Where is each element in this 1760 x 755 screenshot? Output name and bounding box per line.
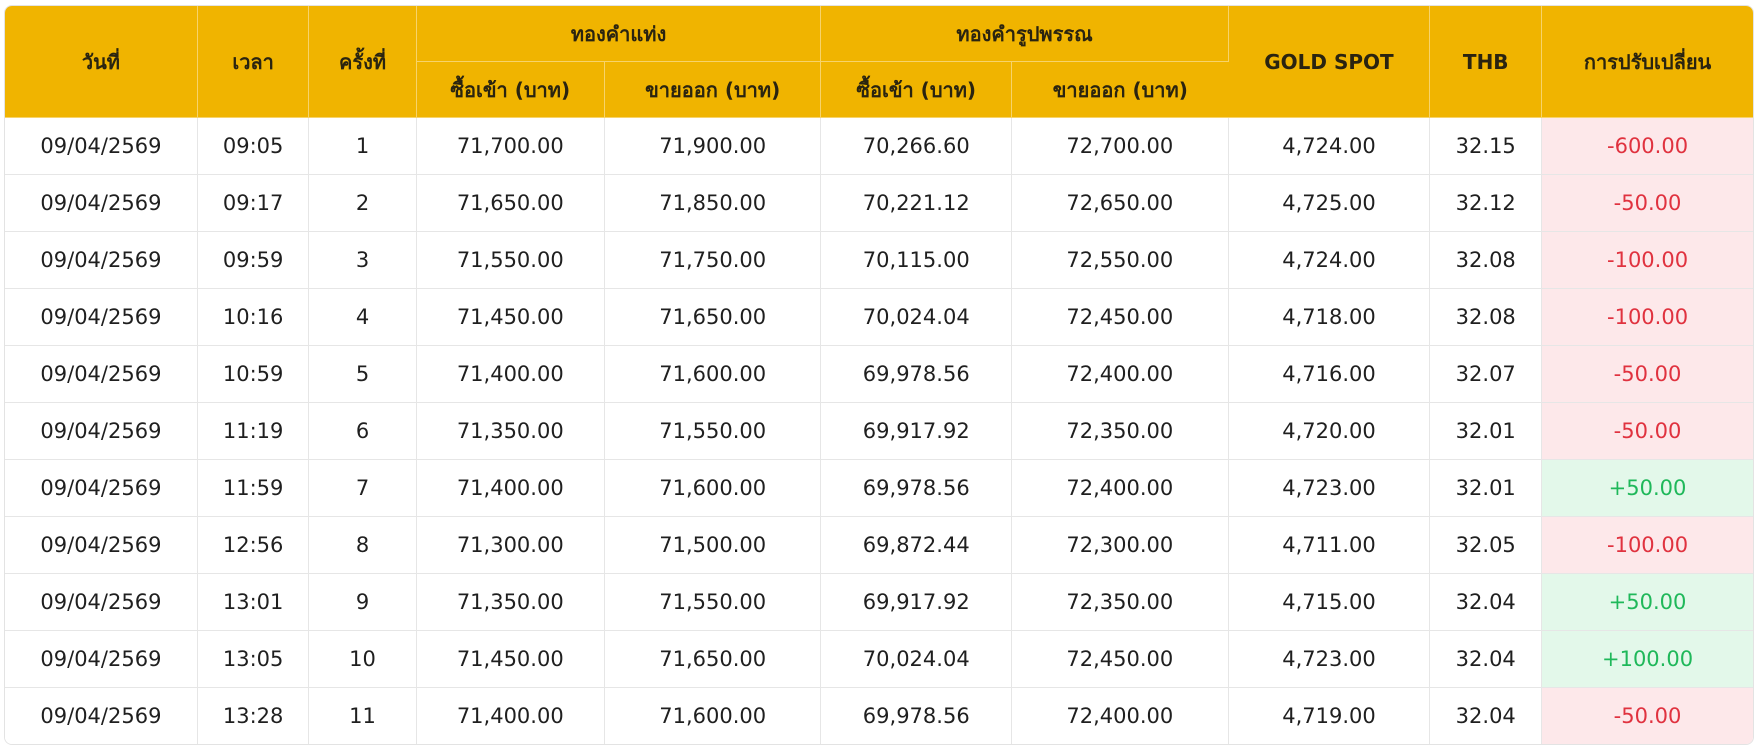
cell-thb: 32.01: [1430, 460, 1542, 517]
header-bar-gold: ทองคำแท่ง: [417, 6, 822, 62]
cell-bar-sell: 71,600.00: [605, 346, 822, 403]
cell-ornament-sell: 72,300.00: [1012, 517, 1229, 574]
cell-ornament-buy: 69,872.44: [821, 517, 1012, 574]
cell-thb: 32.01: [1430, 403, 1542, 460]
cell-round: 1: [309, 118, 416, 175]
cell-bar-buy: 71,700.00: [417, 118, 605, 175]
cell-bar-sell: 71,900.00: [605, 118, 822, 175]
cell-date: 09/04/2569: [5, 460, 198, 517]
cell-ornament-buy: 70,266.60: [821, 118, 1012, 175]
cell-time: 13:28: [198, 688, 310, 744]
table-row: [5, 175, 1753, 232]
cell-gold-spot: 4,724.00: [1229, 232, 1431, 289]
header-thb: THB: [1430, 6, 1542, 118]
cell-change: -100.00: [1542, 517, 1753, 574]
cell-bar-sell: 71,650.00: [605, 631, 822, 688]
cell-change: -50.00: [1542, 346, 1753, 403]
cell-change: -100.00: [1542, 232, 1753, 289]
cell-ornament-sell: 72,450.00: [1012, 289, 1229, 346]
cell-date: 09/04/2569: [5, 118, 198, 175]
cell-date: 09/04/2569: [5, 403, 198, 460]
cell-thb: 32.04: [1430, 688, 1542, 744]
header-round: ครั้งที่: [309, 6, 416, 118]
cell-round: 10: [309, 631, 416, 688]
cell-change: +50.00: [1542, 574, 1753, 631]
cell-ornament-buy: 69,978.56: [821, 346, 1012, 403]
cell-time: 12:56: [198, 517, 310, 574]
table-header: [5, 6, 1753, 118]
cell-thb: 32.08: [1430, 232, 1542, 289]
cell-ornament-sell: 72,400.00: [1012, 460, 1229, 517]
cell-ornament-buy: 70,024.04: [821, 289, 1012, 346]
gold-price-history: [4, 5, 1754, 745]
cell-time: 09:17: [198, 175, 310, 232]
cell-ornament-buy: 70,115.00: [821, 232, 1012, 289]
cell-bar-sell: 71,850.00: [605, 175, 822, 232]
cell-change: -600.00: [1542, 118, 1753, 175]
cell-bar-buy: 71,300.00: [417, 517, 605, 574]
cell-round: 6: [309, 403, 416, 460]
cell-gold-spot: 4,718.00: [1229, 289, 1431, 346]
cell-bar-buy: 71,350.00: [417, 574, 605, 631]
cell-thb: 32.15: [1430, 118, 1542, 175]
cell-time: 09:05: [198, 118, 310, 175]
cell-ornament-sell: 72,650.00: [1012, 175, 1229, 232]
table-row: [5, 517, 1753, 574]
cell-ornament-buy: 69,917.92: [821, 574, 1012, 631]
cell-gold-spot: 4,724.00: [1229, 118, 1431, 175]
cell-thb: 32.04: [1430, 631, 1542, 688]
cell-change: -50.00: [1542, 175, 1753, 232]
cell-round: 8: [309, 517, 416, 574]
cell-thb: 32.12: [1430, 175, 1542, 232]
table-row: [5, 574, 1753, 631]
header-gold-spot: GOLD SPOT: [1229, 6, 1431, 118]
cell-round: 3: [309, 232, 416, 289]
cell-thb: 32.04: [1430, 574, 1542, 631]
cell-change: -100.00: [1542, 289, 1753, 346]
table-row: [5, 232, 1753, 289]
cell-gold-spot: 4,723.00: [1229, 460, 1431, 517]
cell-date: 09/04/2569: [5, 517, 198, 574]
cell-date: 09/04/2569: [5, 688, 198, 744]
cell-ornament-buy: 70,221.12: [821, 175, 1012, 232]
cell-bar-buy: 71,450.00: [417, 631, 605, 688]
cell-bar-buy: 71,350.00: [417, 403, 605, 460]
cell-ornament-buy: 69,978.56: [821, 460, 1012, 517]
cell-change: +50.00: [1542, 460, 1753, 517]
header-bar-sell: ขายออก (บาท): [605, 62, 822, 118]
cell-bar-sell: 71,750.00: [605, 232, 822, 289]
table-row: [5, 688, 1753, 744]
cell-thb: 32.05: [1430, 517, 1542, 574]
cell-bar-buy: 71,650.00: [417, 175, 605, 232]
cell-gold-spot: 4,723.00: [1229, 631, 1431, 688]
cell-change: +100.00: [1542, 631, 1753, 688]
cell-round: 5: [309, 346, 416, 403]
header-bar-buy: ซื้อเข้า (บาท): [417, 62, 605, 118]
cell-gold-spot: 4,716.00: [1229, 346, 1431, 403]
cell-time: 10:59: [198, 346, 310, 403]
cell-date: 09/04/2569: [5, 631, 198, 688]
cell-date: 09/04/2569: [5, 232, 198, 289]
cell-bar-buy: 71,450.00: [417, 289, 605, 346]
cell-date: 09/04/2569: [5, 175, 198, 232]
cell-ornament-sell: 72,550.00: [1012, 232, 1229, 289]
cell-bar-buy: 71,400.00: [417, 460, 605, 517]
cell-round: 7: [309, 460, 416, 517]
table-row: [5, 289, 1753, 346]
cell-time: 13:05: [198, 631, 310, 688]
cell-gold-spot: 4,725.00: [1229, 175, 1431, 232]
cell-gold-spot: 4,719.00: [1229, 688, 1431, 744]
cell-round: 9: [309, 574, 416, 631]
cell-round: 11: [309, 688, 416, 744]
header-change: การปรับเปลี่ยน: [1542, 6, 1753, 118]
cell-bar-sell: 71,550.00: [605, 574, 822, 631]
cell-time: 11:59: [198, 460, 310, 517]
cell-gold-spot: 4,720.00: [1229, 403, 1431, 460]
cell-bar-sell: 71,650.00: [605, 289, 822, 346]
cell-bar-sell: 71,600.00: [605, 460, 822, 517]
header-time: เวลา: [198, 6, 310, 118]
cell-time: 11:19: [198, 403, 310, 460]
cell-ornament-sell: 72,700.00: [1012, 118, 1229, 175]
cell-ornament-sell: 72,350.00: [1012, 574, 1229, 631]
cell-bar-sell: 71,550.00: [605, 403, 822, 460]
cell-time: 10:16: [198, 289, 310, 346]
cell-ornament-sell: 72,450.00: [1012, 631, 1229, 688]
cell-ornament-buy: 70,024.04: [821, 631, 1012, 688]
table-row: [5, 460, 1753, 517]
cell-bar-sell: 71,500.00: [605, 517, 822, 574]
cell-round: 2: [309, 175, 416, 232]
table-row: [5, 403, 1753, 460]
gold-price-table: [4, 5, 1754, 745]
cell-bar-buy: 71,400.00: [417, 346, 605, 403]
cell-round: 4: [309, 289, 416, 346]
cell-bar-buy: 71,400.00: [417, 688, 605, 744]
cell-thb: 32.08: [1430, 289, 1542, 346]
table-row: [5, 118, 1753, 175]
cell-gold-spot: 4,715.00: [1229, 574, 1431, 631]
cell-ornament-sell: 72,400.00: [1012, 688, 1229, 744]
cell-bar-sell: 71,600.00: [605, 688, 822, 744]
cell-ornament-sell: 72,350.00: [1012, 403, 1229, 460]
cell-change: -50.00: [1542, 688, 1753, 744]
header-ornament-gold: ทองคำรูปพรรณ: [821, 6, 1228, 62]
header-ornament-buy: ซื้อเข้า (บาท): [821, 62, 1012, 118]
cell-time: 09:59: [198, 232, 310, 289]
table-row: [5, 631, 1753, 688]
cell-date: 09/04/2569: [5, 346, 198, 403]
cell-date: 09/04/2569: [5, 574, 198, 631]
cell-ornament-buy: 69,978.56: [821, 688, 1012, 744]
cell-thb: 32.07: [1430, 346, 1542, 403]
cell-change: -50.00: [1542, 403, 1753, 460]
table-row: [5, 346, 1753, 403]
cell-bar-buy: 71,550.00: [417, 232, 605, 289]
cell-date: 09/04/2569: [5, 289, 198, 346]
cell-time: 13:01: [198, 574, 310, 631]
header-date: วันที่: [5, 6, 198, 118]
cell-ornament-buy: 69,917.92: [821, 403, 1012, 460]
table-body: [5, 118, 1753, 744]
header-ornament-sell: ขายออก (บาท): [1012, 62, 1229, 118]
cell-ornament-sell: 72,400.00: [1012, 346, 1229, 403]
cell-gold-spot: 4,711.00: [1229, 517, 1431, 574]
